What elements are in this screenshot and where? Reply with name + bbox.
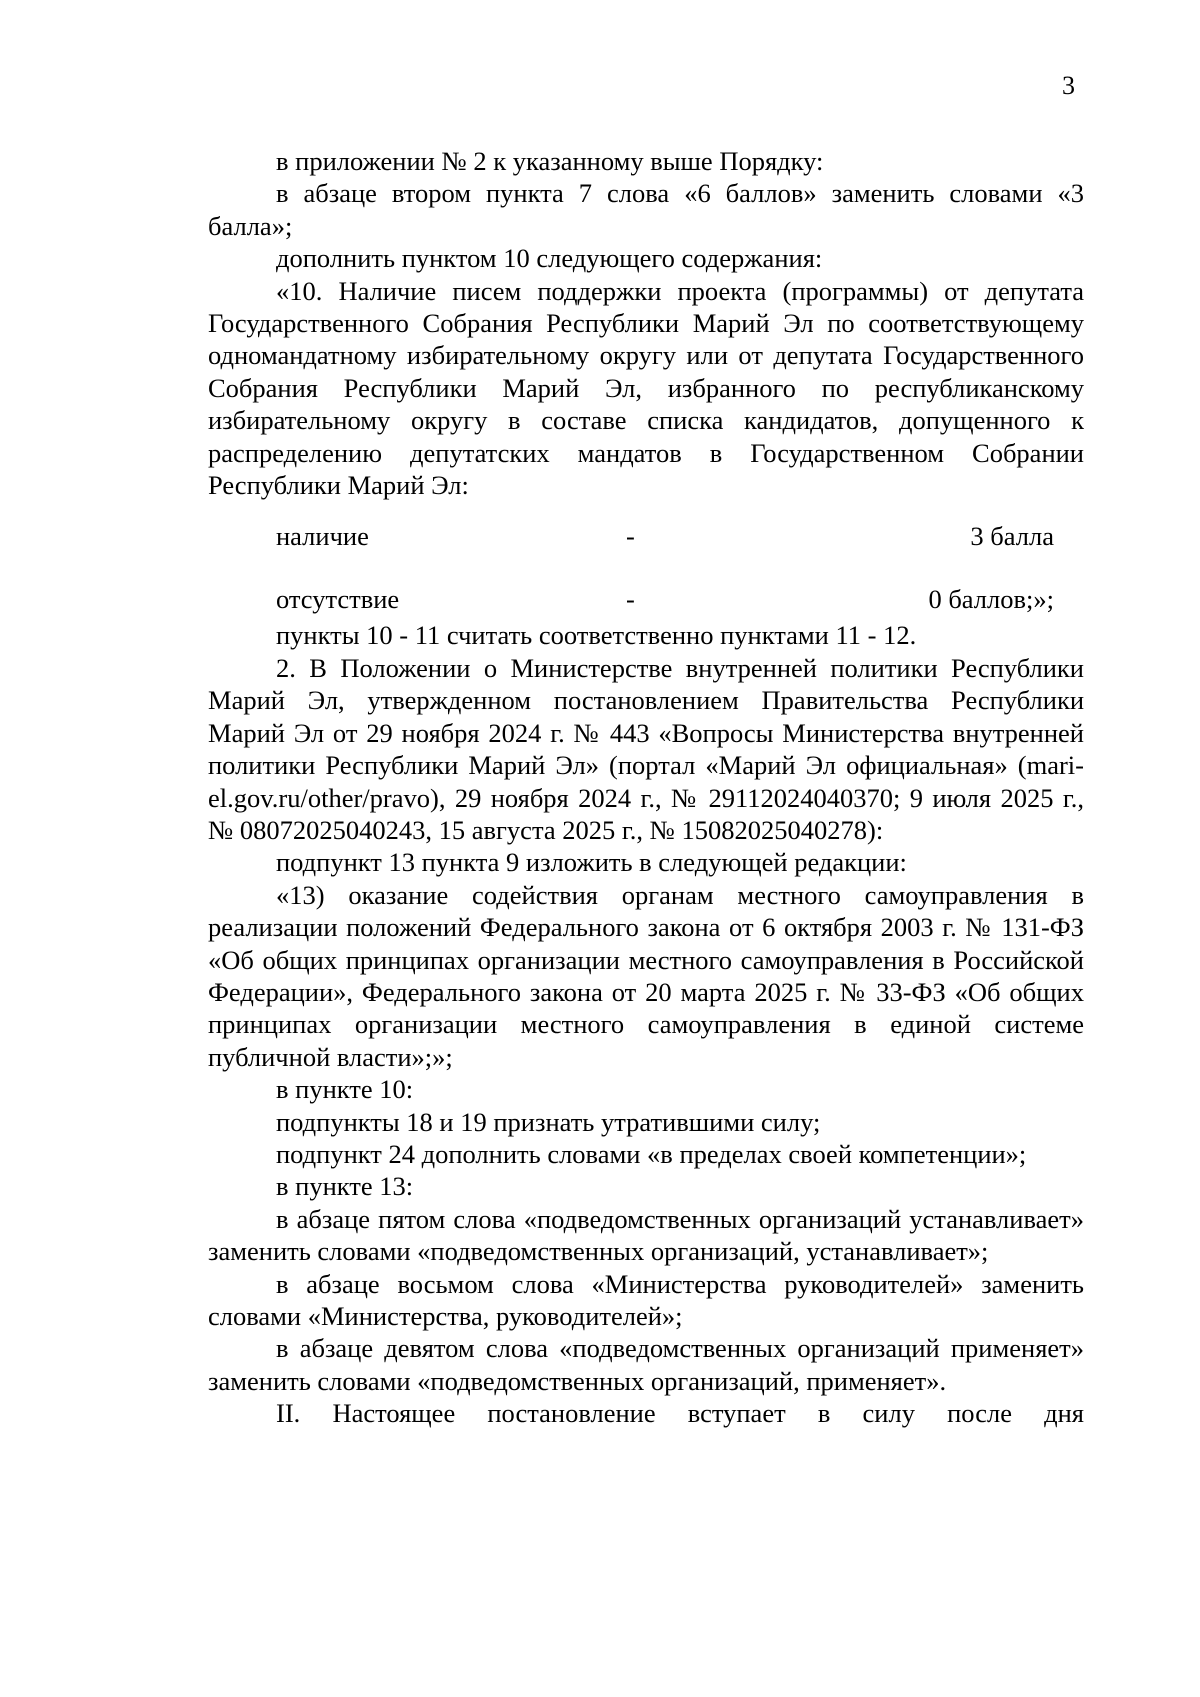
page-number: 3 (1062, 71, 1075, 100)
paragraph-subitem-24: подпункт 24 дополнить словами «в пределах своей компетенции»; (276, 1138, 1027, 1169)
paragraph-subitem-13-edit: подпункт 13 пункта 9 изложить в следующей редакции: (276, 847, 907, 878)
paragraph-subitem-13-text: «13) оказание содействия органам местного самоуправления в реализации положений Федерального закона от 6 октября 2003 г. № 131-ФЗ «Об общих принципах организации местного самоуправления в Российской Федерации», Федерального закона от 20 марта 2025 г. № 33-ФЗ «Об общих принципах организации местного самоуправления в единой системе публичной власти»;»; (208, 879, 1084, 1072)
paragraph-item-10-text: «10. Наличие писем поддержки проекта (программы) от депутата Государственного Собрания Республики Марий Эл по соответствующему одномандатному избирательному округу или от депутата Государственного Собрания Республики Марий Эл, избранного по республиканскому избирательному округу в составе списка кандидатов, допущенного к распределению депутатских мандатов в Государственном Собрании Республики Марий Эл: (208, 275, 1084, 501)
score-value: 0 баллов;»; (928, 584, 1054, 615)
paragraph-item-7-change: в абзаце втором пункта 7 слова «6 баллов» заменить словами «3 балла»; (208, 178, 1084, 241)
paragraph-fifth-paragraph-change: в абзаце пятом слова «подведомственных организаций устанавливает» заменить словами «подведомственных организаций, устанавливает»; (208, 1203, 1084, 1267)
paragraph-ninth-paragraph-change: в абзаце девятом слова «подведомственных организаций применяет» заменить словами «подведомственных организаций, применяет». (208, 1333, 1084, 1396)
paragraph-item-13-heading: в пункте 13: (276, 1171, 414, 1202)
score-dash: - (626, 521, 635, 552)
score-value: 3 балла (970, 521, 1054, 552)
paragraph-subitems-18-19: подпункты 18 и 19 признать утратившими силу; (276, 1106, 821, 1137)
paragraph-eighth-paragraph-change: в абзаце восьмом слова «Министерства руководителей» заменить словами «Министерства, руководителей»; (208, 1268, 1084, 1331)
score-dash: - (626, 584, 635, 615)
paragraph-renumber-items: пункты 10 - 11 считать соответственно пунктами 11 - 12. (276, 620, 917, 651)
paragraph-ministry-regulation: 2. В Положении о Министерстве внутренней политики Республики Марий Эл, утвержденном постановлением Правительства Республики Марий Эл от 29 ноября 2024 г. № 443 «Вопросы Министерства внутренней политики Республики Марий Эл» (портал «Марий Эл официальная» (mari-el.gov.ru/other/pravo), 29 ноября 2024 г., № 29112024040370; 9 июля 2025 г., № 08072025040243, 15 августа 2025 г., № 15082025040278): (208, 652, 1084, 845)
score-row-absence (208, 583, 1084, 615)
paragraph-add-item-10: дополнить пунктом 10 следующего содержания: (276, 243, 823, 274)
paragraph-item-10-heading: в пункте 10: (276, 1074, 414, 1105)
score-row-presence (208, 520, 1084, 552)
document-body (208, 145, 1084, 1430)
score-label: наличие (276, 521, 369, 552)
paragraph-entry-into-force: II. Настоящее постановление вступает в силу после дня (276, 1398, 1084, 1429)
paragraph-appendix-2: в приложении № 2 к указанному выше Порядку: (276, 146, 824, 176)
score-label: отсутствие (276, 584, 400, 615)
